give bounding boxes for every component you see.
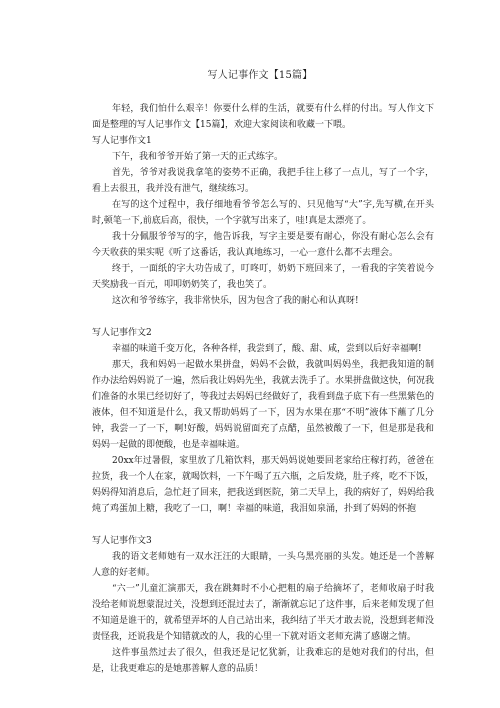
paragraph: 在写的这个过程中，我仔细地看爷爷怎么写的、只见他写“大”字,先写横,在开头时,顿笔一下,前底后高，很快，一个字就写出来了，哇!真是太漂亮了。 xyxy=(92,200,434,226)
paragraph: 下午，我和爷爷开始了第一天的正式练字。 xyxy=(112,152,284,162)
paragraph: 终于，一面纸的字大功告成了，叮咚叮，奶奶下班回来了，一看我的字笑着说今天奖励我一百元，叩叩奶奶笑了，我也笑了。 xyxy=(92,264,434,290)
section-gap xyxy=(92,517,434,533)
document-title: 写人记事作文【15篇】 xyxy=(207,70,313,81)
paragraph: “六一”儿童汇演那天，我在跳舞时不小心把粗的扇子给摘坏了，老师收扇子时我没给老师说想蒙混过关，没想到还混过去了，渐渐就忘记了这件事，后来老师发现了但不知道是谁干的，就希望弄坏的人自己站出来，我纠结了半天才敢去说，没想到老师没责怪我，还说我是个知错就改的人，我的心里一下就对语文老师充满了感谢之情。 xyxy=(92,584,435,642)
paragraph: 首先，爷爷对我说我拿笔的姿势不正确，我把手往上移了一点儿，写了一个字，看上去很丑，我并没有泄气，继续练习。 xyxy=(92,168,434,194)
paragraph: 这次和爷爷练字，我非常快乐，因为包含了我的耐心和认真呀! xyxy=(112,296,359,306)
paragraph: 这件事虽然过去了很久，但我还是记忆犹新，让我难忘的是她对我们的付出，但是，让我更难忘的是她那善解人意的品质！ xyxy=(92,648,434,674)
paragraph: 那天，我和妈妈一起做水果拼盘，妈妈不会做，我就叫妈妈坐，我把我知道的制作办法给妈妈说了一遍，然后我让妈妈先坐，我就去洗手了。水果拼盘做这快，何况我们准备的水果已经切好了，等我过去妈妈已经做好了，我看到盘子底下有一些黑紫色的液体，但不知道是什么，我又帮助妈妈了一下，因为水果在那“不明”液体下蘸了几分钟，我尝一了一下，啊!好酸，妈妈说留面充了点醋，虽然被酸了一下，但是那是我和妈妈一起做的即便酸，也是幸福味道。 xyxy=(92,360,435,450)
section-heading: 写人记事作文3 xyxy=(92,536,152,546)
paragraph: 20xx年过暑假，家里放了几箱饮料，那天妈妈说她要回老家给庄稼打药，爸爸在拉货，我一个人在家，就喝饮料，一下午喝了五六瓶，之后发烧，肚子疼，吃不下饭，妈妈得知消息后，急忙赶了回来，把我送到医院，第二天早上，我的病好了，妈妈给我炖了鸡蛋加上糖，我吃了一口，啊！幸福的味道，我泪如泉涌，扑到了妈妈的怀抱 xyxy=(92,456,435,514)
paragraph: 我的语文老师她有一双水汪汪的大眼睛，一头乌黑亮丽的头发。她还是一个善解人意的好老师。 xyxy=(92,552,434,578)
section-gap xyxy=(92,309,434,325)
paragraph: 幸福的味道千变万化，各种各样，我尝到了，酸、甜、咸，尝到以后好幸福啊! xyxy=(112,344,422,354)
section-heading: 写人记事作文2 xyxy=(92,328,152,338)
intro-paragraph: 年轻，我们怕什么艰辛！你要什么样的生活，就要有什么样的付出。写人作文下面是整理的写人记事作文【15篇】，欢迎大家阅读和收藏一下喂。 xyxy=(92,104,434,130)
section-heading: 写人记事作文1 xyxy=(92,136,152,146)
paragraph: 我十分佩服爷爷写的字，他告诉我，写字主要是要有耐心，你没有耐心怎么会有今天收获的果实呢《听了这番话，我认真地练习，一心一意什么都不去理会。 xyxy=(92,232,434,258)
